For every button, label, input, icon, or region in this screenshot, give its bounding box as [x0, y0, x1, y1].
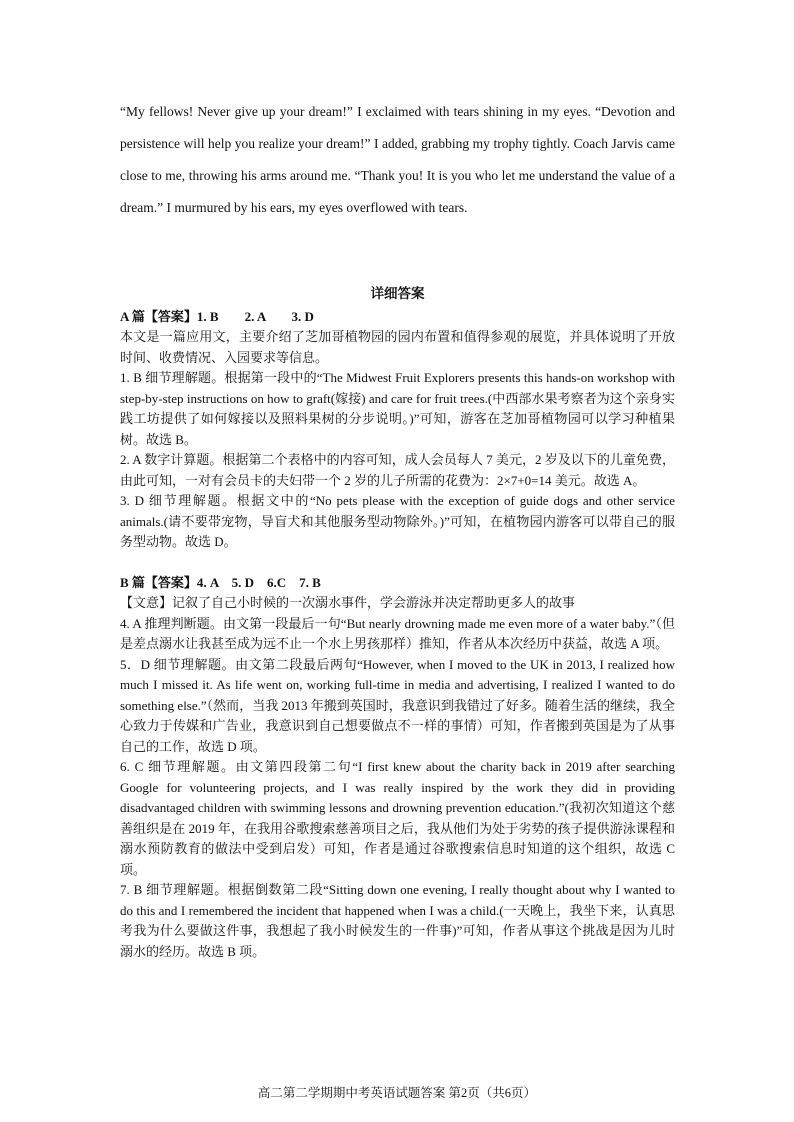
- answer-item-3: 3. D 细节理解题。根据文中的“No pets please with the exception of guide dogs and other service animals.(请不要带宠物，导盲犬和其他服务型动物除外。)”可知，在植物园内游客可以带自己的服务型动物。故选 D。: [120, 493, 675, 549]
- answer-item-7: 7. B 细节理解题。根据倒数第二段“Sitting down one evening, I really thought about why I wanted to do this and I remembered the incident that happened when I was a child.(一天晚上，我坐下来，认真思考我为什么要做这件事，我想起了我小时候发生的一件事)”可知，作者从事这个挑战是因为儿时溺水的经历。故选 B 项。: [120, 882, 675, 959]
- essay-text: “My fellows! Never give up your dream!” I exclaimed with tears shining in my eyes. “Devotion and persistence will help you realize your dream!” I added, grabbing my trophy tightly. Coach Jarvis came close to me, throwing his arms around me. “Thank you! It is you who let me understand the value of a dream.” I murmured by his ears, my eyes overflowed with tears.: [120, 104, 675, 215]
- section-b-summary: 【文意】记叙了自己小时候的一次溺水事件，学会游泳并决定帮助更多人的故事: [120, 595, 576, 610]
- section-b-heading: B 篇【答案】4. A 5. D 6.C 7. B: [120, 574, 321, 590]
- section-a-heading: A 篇【答案】1. B 2. A 3. D: [120, 308, 314, 324]
- answers-title: 详细答案: [370, 286, 425, 301]
- answer-item-6: 6. C 细节理解题。由文第四段第二句“I first knew about the charity back in 2019 after searching Google for volunteering projects, and I was really inspired by the work they did in providing disadvantaged children with swimming lessons and drowning prevention education.”(我初次知道这个慈善组织是在 2019 年，在我用谷歌搜索慈善项目之后，我从他们为处于劣势的孩子提供游泳课程和溺水预防教育的做法中受到启发）可知，作者是通过谷歌搜索信息时知道的这个组织，故选 C 项。: [120, 759, 675, 877]
- answer-item-4: 4. A 推理判断题。由文第一段最后一句“But nearly drowning made me even more of a water baby.”（但是差点溺水让我甚至成为远不止一个水上男孩那样）推知，作者从本次经历中获益，故选 A 项。: [120, 615, 675, 651]
- answers-section: [120, 284, 675, 962]
- answer-item-1: 1. B 细节理解题。根据第一段中的“The Midwest Fruit Explorers presents this hands-on workshop with step-by-step instructions on how to graft(嫁接) and care for fruit trees.(中西部水果考察者为这个亲身实践工坊提供了如何嫁接以及照料果树的分步说明。)”可知，游客在芝加哥植物园可以学习种植果树。故选 B。: [120, 370, 675, 447]
- page-footer: 高二第二学期期中考英语试题答案 第2页（共6页）: [257, 1086, 537, 1100]
- section-gap: [120, 553, 675, 573]
- answer-item-2: 2. A 数字计算题。根据第二个表格中的内容可知，成人会员每人 7 美元，2 岁及以下的儿童免费，由此可知，一对有会员卡的夫妇带一个 2 岁的儿子所需的花费为：2×7+0=14 美元。故选 A。: [120, 452, 675, 488]
- section-a-intro: 本文是一篇应用文，主要介绍了芝加哥植物园的园内布置和值得参观的展览，并具体说明了开放时间、收费情况、入园要求等信息。: [120, 329, 675, 365]
- answer-item-5: 5．D 细节理解题。由文第二段最后两句“However, when I moved to the UK in 2013, I realized how much I missed it. As life went on, working full-time in media and advertising, I realized I wanted to do something else.”（然而，当我 2013 年搬到英国时，我意识到我错过了好多。随着生活的继续，我全心致力于传媒和广告业，我意识到自己想要做点不一样的事情）可知，作者搬到英国是为了从事自己的工作，故选 D 项。: [120, 656, 675, 754]
- essay-paragraph: [120, 96, 675, 224]
